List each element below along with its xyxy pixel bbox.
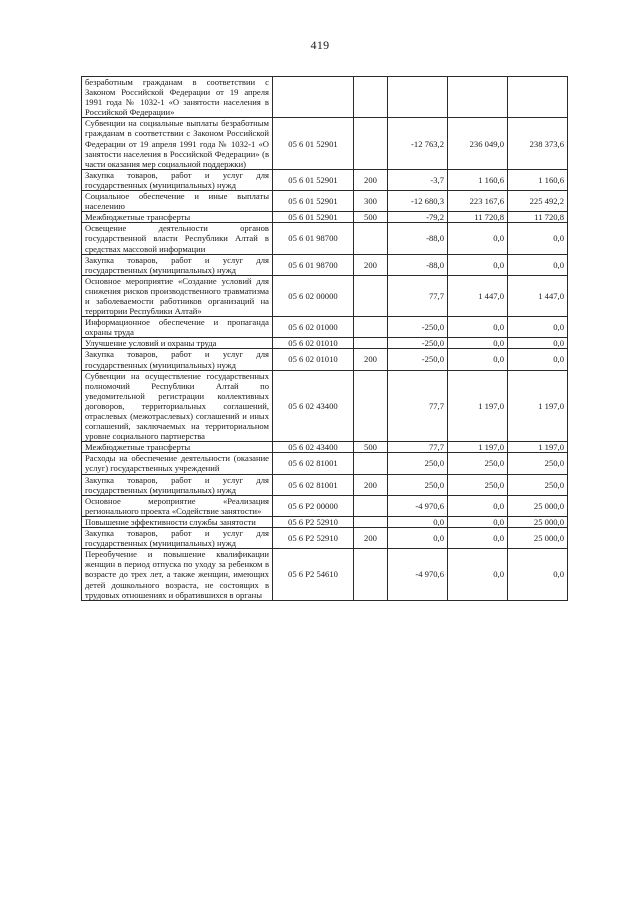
row-amount-year3-cell: 0,0 [508,223,568,254]
row-amount-year2-cell: 0,0 [448,317,508,338]
row-expense-type-cell: 500 [354,442,388,453]
table-row [82,528,568,549]
row-change-amount-cell: 0,0 [388,516,448,527]
row-expense-type-cell [354,223,388,254]
row-amount-year2-cell: 223 167,6 [448,191,508,212]
row-change-amount-cell: 77,7 [388,370,448,442]
row-code-cell: 05 6 P2 00000 [273,495,354,516]
row-amount-year2-cell: 0,0 [448,516,508,527]
row-code-cell: 05 6 P2 52910 [273,516,354,527]
row-code-cell [273,77,354,118]
table-row [82,370,568,442]
row-code-cell: 05 6 01 98700 [273,254,354,275]
row-name-cell: Закупка товаров, работ и услуг для государственных (муниципальных) нужд [82,528,273,549]
row-expense-type-cell: 200 [354,254,388,275]
table-row [82,442,568,453]
row-amount-year3-cell: 0,0 [508,338,568,349]
row-expense-type-cell [354,77,388,118]
row-name-cell: Расходы на обеспечение деятельности (оказание услуг) государственных учреждений [82,453,273,474]
row-code-cell: 05 6 02 81001 [273,474,354,495]
row-amount-year2-cell: 0,0 [448,223,508,254]
row-amount-year2-cell [448,77,508,118]
row-code-cell: 05 6 02 00000 [273,275,354,316]
row-name-cell: Информационное обеспечение и пропаганда охраны труда [82,317,273,338]
row-expense-type-cell [354,370,388,442]
budget-table [81,76,568,601]
row-amount-year3-cell: 0,0 [508,549,568,600]
row-expense-type-cell: 200 [354,528,388,549]
row-expense-type-cell: 200 [354,169,388,190]
row-name-cell: Закупка товаров, работ и услуг для государственных (муниципальных) нужд [82,254,273,275]
row-amount-year3-cell: 0,0 [508,254,568,275]
row-expense-type-cell [354,118,388,169]
row-code-cell: 05 6 02 43400 [273,442,354,453]
row-name-cell: Закупка товаров, работ и услуг для государственных (муниципальных) нужд [82,474,273,495]
row-expense-type-cell: 200 [354,474,388,495]
row-change-amount-cell: -3,7 [388,169,448,190]
row-code-cell: 05 6 P2 54610 [273,549,354,600]
row-change-amount-cell: 77,7 [388,275,448,316]
table-row [82,169,568,190]
page-number: 419 [310,38,330,52]
table-row [82,191,568,212]
row-amount-year2-cell: 236 049,0 [448,118,508,169]
row-name-cell: Основное мероприятие «Реализация регионального проекта «Содействие занятости» [82,495,273,516]
table-row [82,254,568,275]
row-name-cell: Межбюджетные трансферты [82,212,273,223]
row-amount-year3-cell: 250,0 [508,453,568,474]
row-amount-year3-cell: 0,0 [508,317,568,338]
row-name-cell: Межбюджетные трансферты [82,442,273,453]
row-code-cell: 05 6 02 01010 [273,338,354,349]
table-row [82,549,568,600]
row-change-amount-cell: -250,0 [388,317,448,338]
table-row [82,223,568,254]
row-name-cell: Социальное обеспечение и иные выплаты населению [82,191,273,212]
table-row [82,338,568,349]
row-name-cell: Субвенции на осуществление государственных полномочий Республики Алтай по уведомительной регистрации коллективных договоров, территориальных соглашений, отраслевых (межотраслевых) соглашений и иных соглашений, заключаемых на территориальном уровне социального партнерства [82,370,273,442]
row-expense-type-cell [354,338,388,349]
table-row [82,474,568,495]
row-change-amount-cell: -88,0 [388,254,448,275]
row-amount-year2-cell: 1 197,0 [448,442,508,453]
row-code-cell: 05 6 02 81001 [273,453,354,474]
row-amount-year3-cell: 1 447,0 [508,275,568,316]
table-row [82,77,568,118]
row-expense-type-cell: 500 [354,212,388,223]
row-amount-year3-cell: 1 197,0 [508,370,568,442]
row-amount-year3-cell: 25 000,0 [508,528,568,549]
row-amount-year2-cell: 0,0 [448,254,508,275]
row-name-cell: Закупка товаров, работ и услуг для государственных (муниципальных) нужд [82,349,273,370]
row-name-cell: Закупка товаров, работ и услуг для государственных (муниципальных) нужд [82,169,273,190]
table-row [82,349,568,370]
row-code-cell: 05 6 P2 52910 [273,528,354,549]
row-name-cell: Переобучение и повышение квалификации женщин в период отпуска по уходу за ребенком в возрасте до трех лет, а также женщин, имеющих детей дошкольного возраста, не состоящих в трудовых отношениях и обратившихся в органы [82,549,273,600]
row-change-amount-cell: -4 970,6 [388,549,448,600]
row-amount-year2-cell: 0,0 [448,528,508,549]
row-code-cell: 05 6 01 52901 [273,118,354,169]
row-amount-year3-cell: 250,0 [508,474,568,495]
row-code-cell: 05 6 01 52901 [273,191,354,212]
row-expense-type-cell: 200 [354,349,388,370]
row-change-amount-cell [388,77,448,118]
row-code-cell: 05 6 01 52901 [273,169,354,190]
budget-table-body [82,77,568,601]
row-amount-year2-cell: 1 447,0 [448,275,508,316]
row-amount-year3-cell: 25 000,0 [508,516,568,527]
row-amount-year2-cell: 0,0 [448,338,508,349]
row-change-amount-cell: -88,0 [388,223,448,254]
row-name-cell: Основное мероприятие «Создание условий для снижения рисков производственного травматизма и заболеваемости работников организаций на территории Республики Алтай» [82,275,273,316]
table-row [82,212,568,223]
row-name-cell: Субвенции на социальные выплаты безработным гражданам в соответствии с Законом Российской Федерации от 19 апреля 1991 года № 1032-1 «О занятости населения в Российской Федерации» (в части оказания мер социальной поддержки) [82,118,273,169]
row-code-cell: 05 6 02 01000 [273,317,354,338]
row-code-cell: 05 6 02 43400 [273,370,354,442]
row-change-amount-cell: 77,7 [388,442,448,453]
row-amount-year3-cell: 25 000,0 [508,495,568,516]
row-expense-type-cell [354,549,388,600]
row-amount-year3-cell: 1 160,6 [508,169,568,190]
row-expense-type-cell [354,516,388,527]
row-change-amount-cell: 0,0 [388,528,448,549]
row-code-cell: 05 6 02 01010 [273,349,354,370]
row-amount-year2-cell: 0,0 [448,349,508,370]
table-row [82,317,568,338]
row-amount-year2-cell: 11 720,8 [448,212,508,223]
row-amount-year2-cell: 250,0 [448,474,508,495]
row-expense-type-cell: 300 [354,191,388,212]
row-code-cell: 05 6 01 52901 [273,212,354,223]
row-amount-year2-cell: 1 160,6 [448,169,508,190]
row-amount-year2-cell: 1 197,0 [448,370,508,442]
row-expense-type-cell [354,453,388,474]
row-change-amount-cell: -250,0 [388,349,448,370]
row-change-amount-cell: -12 763,2 [388,118,448,169]
row-amount-year3-cell: 1 197,0 [508,442,568,453]
table-row [82,453,568,474]
row-amount-year3-cell [508,77,568,118]
row-code-cell: 05 6 01 98700 [273,223,354,254]
row-change-amount-cell: 250,0 [388,474,448,495]
row-change-amount-cell: -250,0 [388,338,448,349]
row-change-amount-cell: -12 680,3 [388,191,448,212]
row-amount-year3-cell: 225 492,2 [508,191,568,212]
row-change-amount-cell: -79,2 [388,212,448,223]
row-name-cell: Освещение деятельности органов государственной власти Республики Алтай в средствах массовой информации [82,223,273,254]
row-name-cell: Улучшение условий и охраны труда [82,338,273,349]
row-expense-type-cell [354,495,388,516]
row-amount-year2-cell: 0,0 [448,549,508,600]
row-amount-year3-cell: 11 720,8 [508,212,568,223]
row-amount-year2-cell: 250,0 [448,453,508,474]
table-row [82,275,568,316]
row-name-cell: безработным гражданам в соответствии с Законом Российской Федерации от 19 апреля 1991 года № 1032-1 «О занятости населения в Российской Федерации» [82,77,273,118]
table-row [82,495,568,516]
row-name-cell: Повышение эффективности службы занятости [82,516,273,527]
table-row [82,516,568,527]
row-expense-type-cell [354,317,388,338]
row-expense-type-cell [354,275,388,316]
row-amount-year3-cell: 238 373,6 [508,118,568,169]
row-amount-year3-cell: 0,0 [508,349,568,370]
table-row [82,118,568,169]
row-amount-year2-cell: 0,0 [448,495,508,516]
row-change-amount-cell: -4 970,6 [388,495,448,516]
row-change-amount-cell: 250,0 [388,453,448,474]
